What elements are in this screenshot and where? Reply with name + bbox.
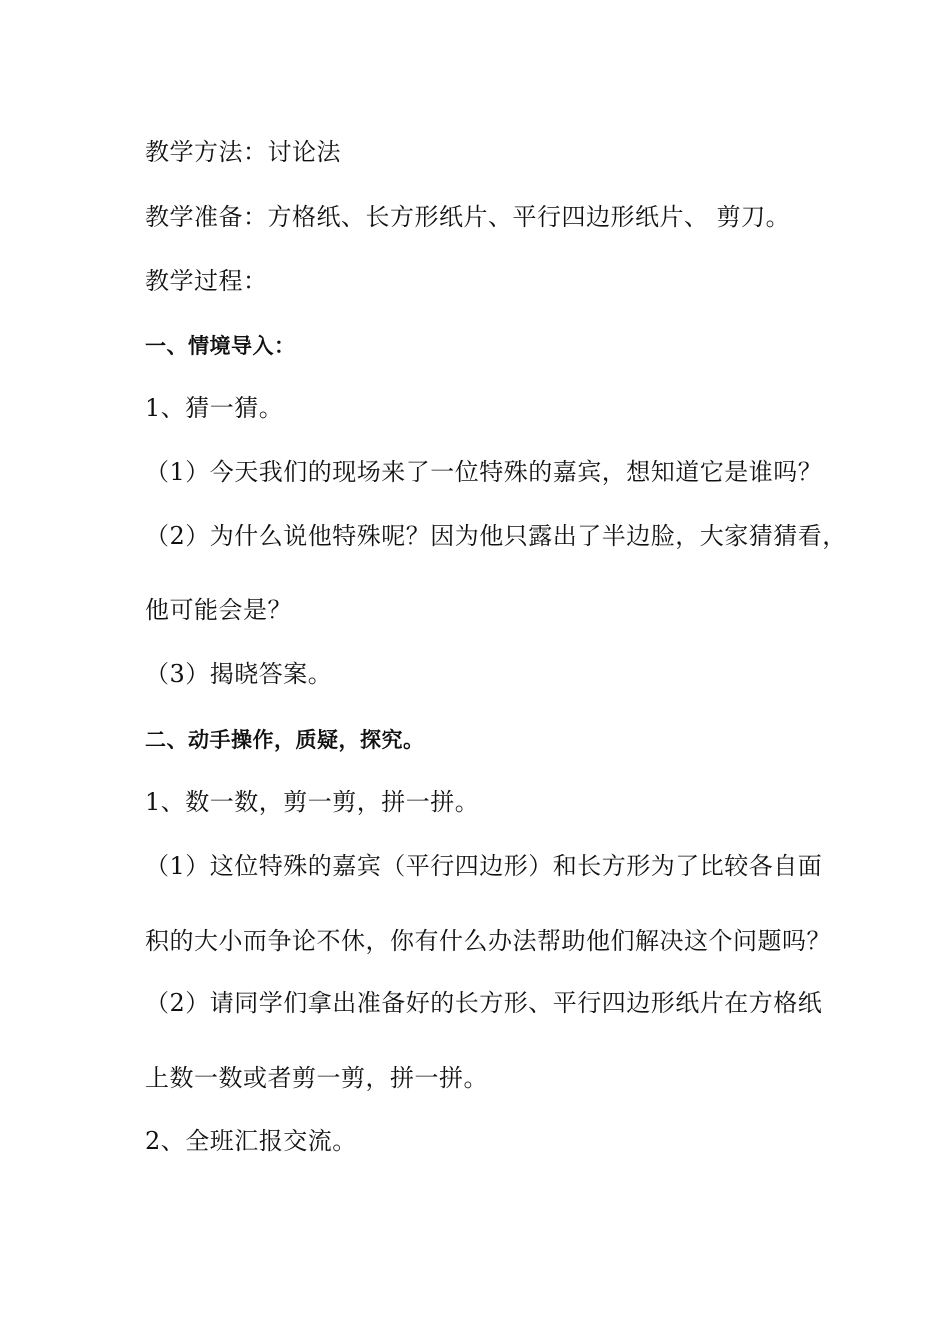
teaching-process-label: 教学过程： <box>145 267 268 295</box>
sub-item-2-half-face: （2）为什么说他特殊呢？因为他只露出了半边脸，大家猜猜看， <box>145 522 847 550</box>
list-item-class-report: 2、全班汇报交流。 <box>145 1127 357 1155</box>
list-item-guess: 1、猜一猜。 <box>145 394 284 422</box>
sub-item-2-continuation: 上数一数或者剪一剪，拼一拼。 <box>145 1064 488 1092</box>
list-item-count-cut-assemble: 1、数一数，剪一剪，拼一拼。 <box>145 788 480 816</box>
sub-item-1-continuation: 积的大小而争论不休，你有什么办法帮助他们解决这个问题吗？ <box>145 927 831 955</box>
teaching-preparation-line: 教学准备：方格纸、长方形纸片、平行四边形纸片、 剪刀。 <box>145 203 791 231</box>
section-heading-hands-on: 二、动手操作，质疑，探究。 <box>145 728 425 752</box>
teaching-method-line: 教学方法：讨论法 <box>145 138 341 166</box>
section-heading-intro: 一、情境导入： <box>145 334 296 358</box>
sub-item-1-guest: （1）今天我们的现场来了一位特殊的嘉宾，想知道它是谁吗？ <box>145 458 823 486</box>
sub-item-1-compare-area: （1）这位特殊的嘉宾（平行四边形）和长方形为了比较各自面 <box>145 852 823 880</box>
sub-item-2-continuation: 他可能会是？ <box>145 596 292 624</box>
sub-item-3-reveal: （3）揭晓答案。 <box>145 660 333 688</box>
sub-item-2-grid-paper: （2）请同学们拿出准备好的长方形、平行四边形纸片在方格纸 <box>145 989 823 1017</box>
